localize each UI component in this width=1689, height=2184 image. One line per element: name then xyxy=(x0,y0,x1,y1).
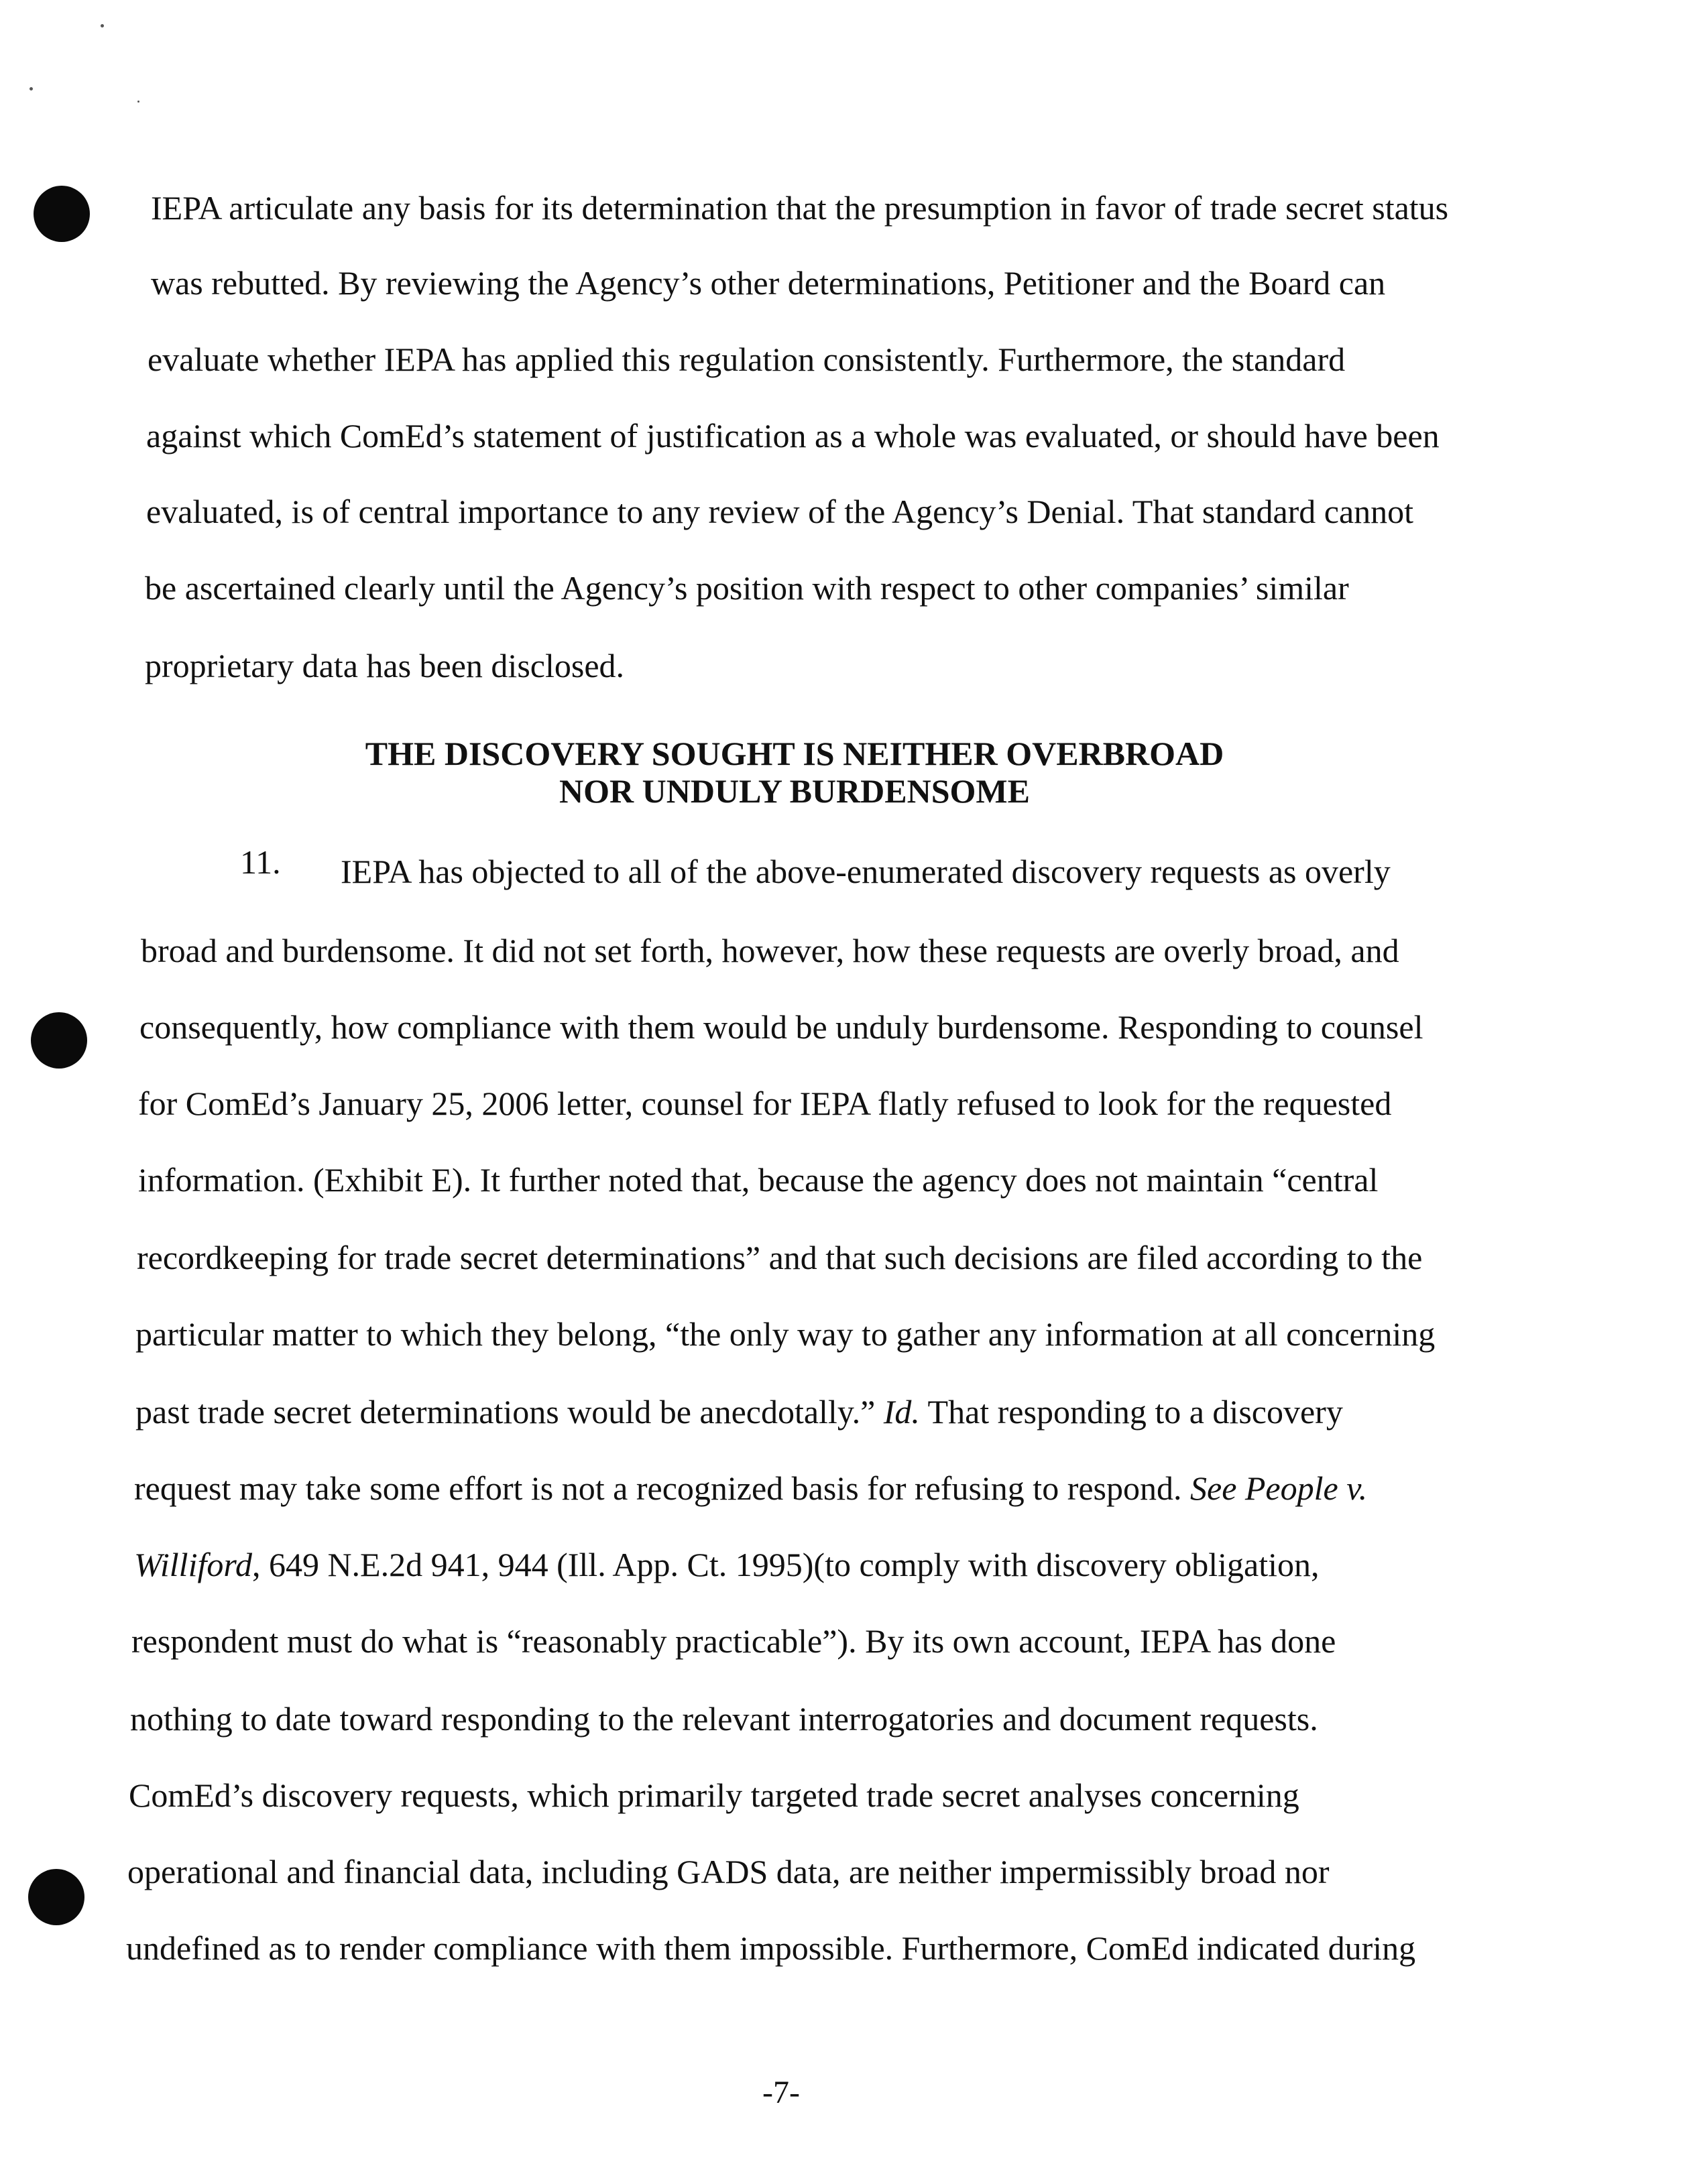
section-heading-line-2: NOR UNDULY BURDENSOME xyxy=(559,772,1030,810)
body-line: respondent must do what is “reasonably practicable”). By its own account, IEPA has done xyxy=(131,1622,1336,1660)
body-line: proprietary data has been disclosed. xyxy=(145,647,625,684)
body-line: recordkeeping for trade secret determinations” and that such decisions are filed according to the xyxy=(137,1239,1423,1276)
punch-hole-middle xyxy=(31,1012,87,1069)
body-text: request may take some effort is not a recognized basis for refusing to respond. xyxy=(134,1469,1190,1507)
citation-case-name: Williford xyxy=(134,1546,252,1583)
body-line: undefined as to render compliance with them impossible. Furthermore, ComEd indicated during xyxy=(126,1929,1416,1967)
body-line: particular matter to which they belong, “the only way to gather any information at all concerning xyxy=(135,1315,1436,1353)
body-line: IEPA has objected to all of the above-enumerated discovery requests as overly xyxy=(341,853,1391,890)
body-line: evaluated, is of central importance to any review of the Agency’s Denial. That standard cannot xyxy=(146,493,1414,530)
body-line: against which ComEd’s statement of justification as a whole was evaluated, or should have been xyxy=(146,417,1440,454)
body-line: operational and financial data, including GADS data, are neither impermissibly broad nor xyxy=(127,1853,1330,1890)
paragraph-number: 11. xyxy=(240,843,281,881)
citation-case-name: See People v. xyxy=(1190,1469,1368,1507)
citation-id: Id. xyxy=(883,1393,920,1431)
body-line: broad and burdensome. It did not set forth, however, how these requests are overly broad, and xyxy=(141,932,1399,969)
body-line xyxy=(134,1544,1319,1585)
body-line: ComEd’s discovery requests, which primarily targeted trade secret analyses concerning xyxy=(129,1776,1299,1814)
body-line: was rebutted. By reviewing the Agency’s other determinations, Petitioner and the Board can xyxy=(151,264,1386,302)
body-line xyxy=(135,1392,1343,1432)
scan-speck xyxy=(137,101,139,103)
body-line: information. (Exhibit E). It further noted that, because the agency does not maintain “central xyxy=(138,1161,1379,1199)
body-text: , 649 N.E.2d 941, 944 (Ill. App. Ct. 1995)(to comply with discovery obligation, xyxy=(251,1546,1320,1583)
body-line: evaluate whether IEPA has applied this regulation consistently. Furthermore, the standard xyxy=(148,341,1346,378)
body-line xyxy=(134,1468,1367,1508)
page-number: -7- xyxy=(762,2075,800,2110)
scan-speck xyxy=(101,24,104,27)
body-text: past trade secret determinations would be anecdotally.” xyxy=(135,1393,884,1431)
section-heading-line-1: THE DISCOVERY SOUGHT IS NEITHER OVERBROAD xyxy=(365,735,1224,772)
body-line: be ascertained clearly until the Agency’s position with respect to other companies’ similar xyxy=(145,569,1349,607)
scan-speck xyxy=(30,87,33,90)
body-line: nothing to date toward responding to the relevant interrogatories and document requests. xyxy=(130,1700,1318,1738)
body-line: IEPA articulate any basis for its determination that the presumption in favor of trade secret status xyxy=(151,189,1449,227)
punch-hole-top xyxy=(34,186,90,242)
body-line: consequently, how compliance with them would be unduly burdensome. Responding to counsel xyxy=(139,1008,1423,1046)
body-text: That responding to a discovery xyxy=(919,1393,1343,1431)
punch-hole-bottom xyxy=(28,1869,84,1925)
body-line: for ComEd’s January 25, 2006 letter, counsel for IEPA flatly refused to look for the requested xyxy=(138,1085,1392,1122)
